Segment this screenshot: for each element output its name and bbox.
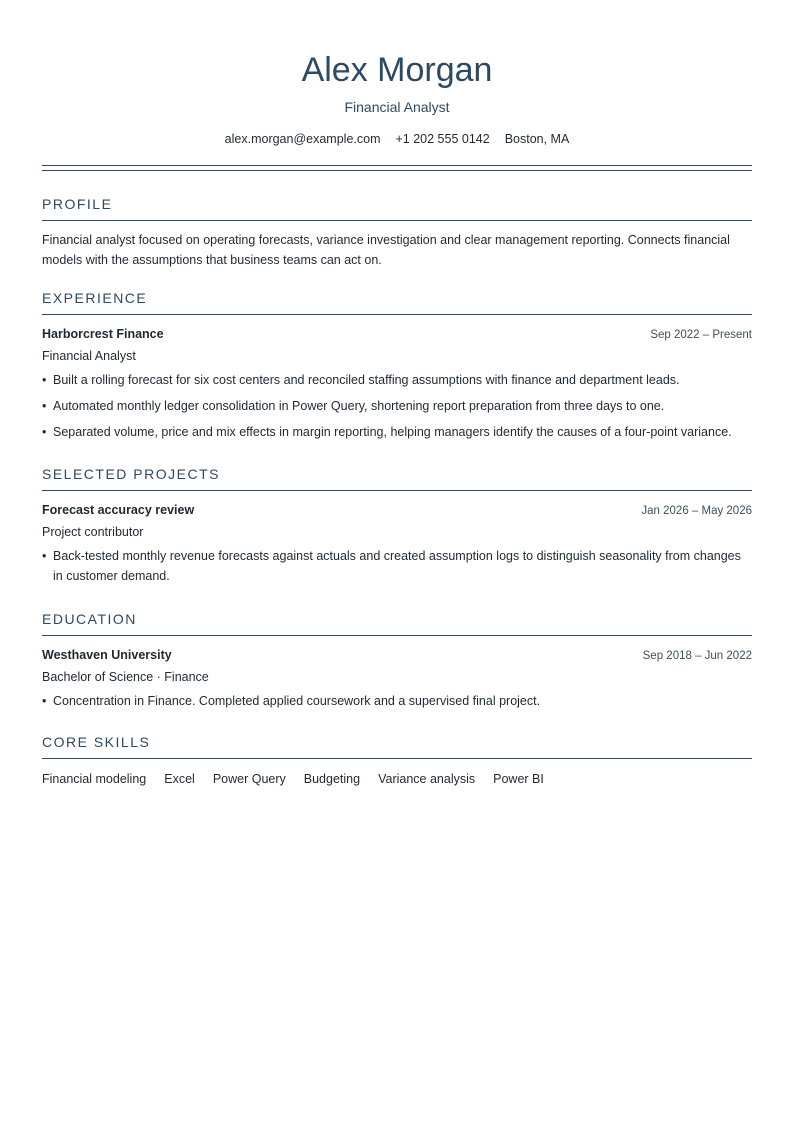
bullet-item bbox=[42, 370, 752, 390]
skills-list bbox=[42, 771, 752, 787]
entry-bullets bbox=[42, 546, 752, 586]
entry-role: Bachelor of Science · Finance bbox=[42, 670, 209, 684]
entry-dates: Sep 2018 – Jun 2022 bbox=[642, 650, 752, 662]
experience-section bbox=[42, 270, 752, 442]
bullet-item bbox=[42, 691, 752, 711]
contact-email: alex.morgan@example.com bbox=[224, 132, 381, 146]
project-entry bbox=[42, 502, 752, 586]
entry-organization: Westhaven University bbox=[42, 648, 172, 662]
entry-header bbox=[42, 326, 752, 343]
bullet-dot-icon: • bbox=[42, 399, 47, 413]
entry-organization: Forecast accuracy review bbox=[42, 503, 195, 517]
bullet-text: Separated volume, price and mix effects in margin reporting, helping managers identify the causes of a four-point variance. bbox=[53, 425, 732, 439]
entry-organization: Harborcrest Finance bbox=[42, 327, 164, 341]
skill-item: Power BI bbox=[493, 772, 544, 786]
skill-item: Power Query bbox=[212, 772, 286, 786]
contact-phone: +1 202 555 0142 bbox=[395, 132, 490, 146]
section-heading-profile: PROFILE bbox=[42, 196, 752, 221]
bullet-text: Concentration in Finance. Completed applied coursework and a supervised final project. bbox=[53, 694, 541, 708]
entry-dates: Sep 2022 – Present bbox=[650, 329, 752, 341]
experience-entry bbox=[42, 326, 752, 442]
education-section bbox=[42, 592, 752, 711]
profile-section bbox=[42, 171, 752, 270]
section-heading-experience: EXPERIENCE bbox=[42, 290, 752, 315]
resume-header bbox=[42, 0, 752, 147]
profile-summary: Financial analyst focused on operating forecasts, variance investigation and clear management reporting. Connects financial models with the assumptions that business teams can act on. bbox=[42, 233, 730, 267]
bullet-dot-icon: • bbox=[42, 549, 47, 563]
bullet-item bbox=[42, 546, 752, 586]
entry-role: Project contributor bbox=[42, 525, 144, 539]
section-heading-projects: SELECTED PROJECTS bbox=[42, 466, 752, 491]
bullet-text: Built a rolling forecast for six cost centers and reconciled staffing assumptions with finance and department leads. bbox=[53, 373, 680, 387]
contact-line bbox=[42, 132, 752, 147]
entry-header bbox=[42, 502, 752, 519]
education-entry bbox=[42, 647, 752, 711]
bullet-text: Automated monthly ledger consolidation in Power Query, shortening report preparation from three days to one. bbox=[53, 399, 665, 413]
entry-dates: Jan 2026 – May 2026 bbox=[641, 505, 752, 517]
bullet-item bbox=[42, 396, 752, 416]
entry-header bbox=[42, 647, 752, 664]
section-heading-skills: CORE SKILLS bbox=[42, 734, 752, 759]
entry-role: Financial Analyst bbox=[42, 349, 136, 363]
entry-bullets bbox=[42, 691, 752, 711]
skill-item: Financial modeling bbox=[42, 772, 147, 786]
candidate-title: Financial Analyst bbox=[344, 99, 450, 115]
section-heading-education: EDUCATION bbox=[42, 611, 752, 636]
bullet-dot-icon: • bbox=[42, 694, 47, 708]
entry-bullets bbox=[42, 370, 752, 442]
skill-item: Budgeting bbox=[303, 772, 361, 786]
bullet-dot-icon: • bbox=[42, 373, 47, 387]
skill-item: Excel bbox=[164, 772, 195, 786]
bullet-dot-icon: • bbox=[42, 425, 47, 439]
bullet-text: Back-tested monthly revenue forecasts against actuals and created assumption logs to distinguish seasonality from changes in customer demand. bbox=[53, 549, 741, 583]
candidate-name: Alex Morgan bbox=[301, 51, 493, 89]
bullet-item bbox=[42, 422, 752, 442]
skill-item: Variance analysis bbox=[378, 772, 476, 786]
projects-section bbox=[42, 448, 752, 586]
contact-location: Boston, MA bbox=[504, 132, 570, 146]
skills-section bbox=[42, 717, 752, 787]
